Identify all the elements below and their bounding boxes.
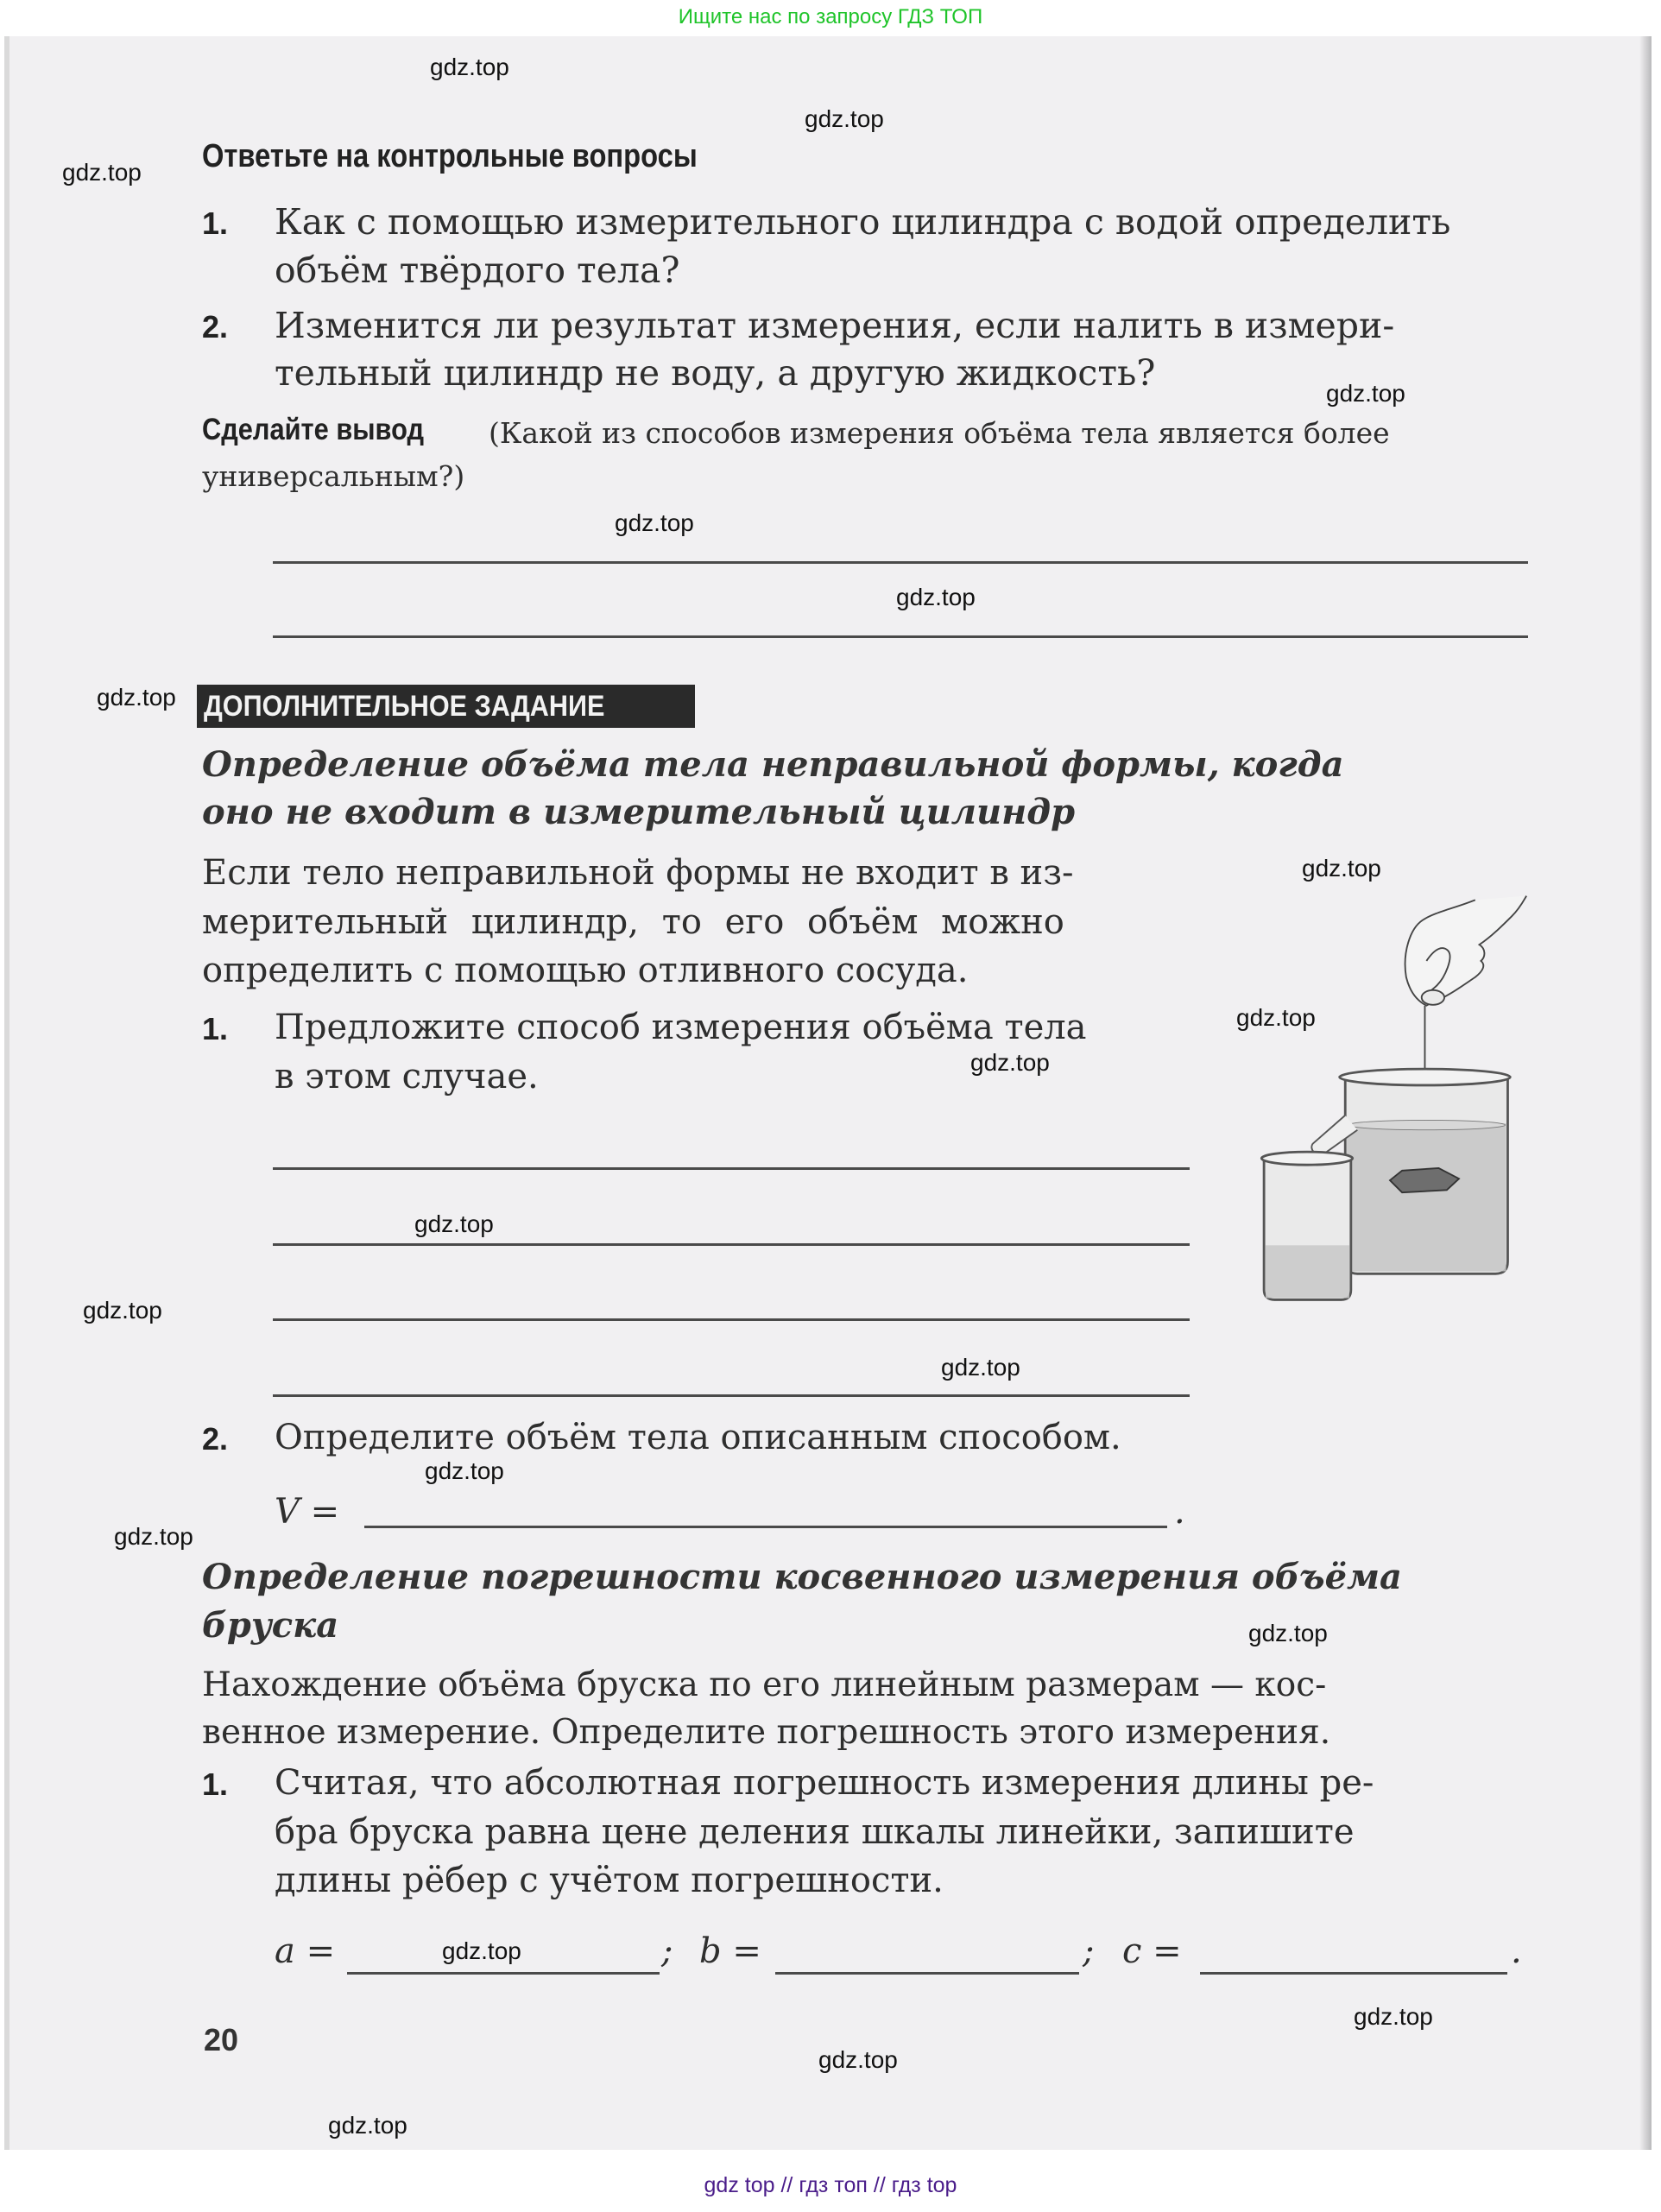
answer-line[interactable]	[273, 1394, 1190, 1397]
task-number: 1.	[202, 1011, 229, 1046]
watermark: gdz.top	[805, 105, 884, 132]
watermark: gdz.top	[941, 1354, 1020, 1381]
question-text: тельный цилиндр не воду, а другую жидкость?	[275, 352, 1156, 394]
answer-line[interactable]	[273, 635, 1528, 638]
watermark: gdz.top	[83, 1297, 162, 1324]
question-number: 2.	[202, 309, 229, 344]
edge-c-label: c =	[1122, 1931, 1182, 1971]
task-text: длины рёбер с учётом погрешности.	[275, 1861, 944, 1900]
answer-line[interactable]	[273, 1318, 1190, 1321]
task-text: Предложите способ измерения объёма тела	[275, 1008, 1087, 1047]
task-text: в этом случае.	[275, 1057, 539, 1097]
watermark: gdz.top	[1302, 855, 1381, 882]
watermark: gdz.top	[1354, 2003, 1433, 2030]
conclusion-prompt	[202, 413, 454, 447]
volume-label: V =	[275, 1492, 340, 1532]
question-text: Изменится ли результат измерения, если налить в измери-	[275, 305, 1395, 346]
edge-c-answer-line[interactable]	[1200, 1972, 1507, 1975]
separator: ;	[1083, 1931, 1095, 1971]
page-number: 20	[204, 2022, 239, 2057]
section-title: оно не входит в измерительный цилиндр	[202, 792, 1076, 832]
top-banner[interactable]: Ищите нас по запросу ГДЗ ТОП	[678, 5, 983, 28]
watermark: gdz.top	[818, 2046, 898, 2073]
task-number: 2.	[202, 1421, 229, 1457]
watermark: gdz.top	[97, 684, 176, 711]
watermark: gdz.top	[442, 1937, 521, 1964]
section-title: бруска	[202, 1605, 339, 1646]
watermark: gdz.top	[430, 54, 509, 80]
separator: ;	[661, 1931, 673, 1971]
footer-links[interactable]: gdz top // гдз топ // гдз top	[704, 2173, 957, 2197]
question-text: объём твёрдого тела?	[275, 250, 680, 291]
edge-b-label: b =	[699, 1931, 761, 1971]
watermark: gdz.top	[62, 159, 142, 186]
question-text: Как с помощью измерительного цилиндра с водой определить	[275, 201, 1451, 243]
watermark: gdz.top	[328, 2112, 407, 2139]
watermark: gdz.top	[970, 1049, 1050, 1076]
section-title: Определение объёма тела неправильной формы, когда	[202, 744, 1344, 785]
conclusion-label: Сделайте вывод	[202, 413, 425, 446]
watermark: gdz.top	[425, 1457, 504, 1484]
intro-text: венное измерение. Определите погрешность этого измерения.	[202, 1713, 1331, 1752]
watermark: gdz.top	[615, 509, 694, 536]
watermark: gdz.top	[1326, 380, 1405, 407]
overflow-vessel-illustration	[1226, 863, 1554, 1416]
answer-line[interactable]	[273, 561, 1528, 564]
additional-task-badge: ДОПОЛНИТЕЛЬНОЕ ЗАДАНИЕ	[197, 685, 695, 728]
conclusion-text: (Какой из способов измерения объёма тела является более	[489, 416, 1390, 450]
volume-answer-line[interactable]	[364, 1526, 1167, 1528]
task-text: Определите объём тела описанным способом.	[275, 1418, 1121, 1457]
edge-a-label: a =	[275, 1931, 336, 1971]
intro-text: Если тело неправильной формы не входит в из-	[202, 853, 1074, 893]
control-questions-heading: Ответьте на контрольные вопросы	[202, 138, 698, 174]
answer-line[interactable]	[273, 1243, 1190, 1246]
edge-end: .	[1511, 1931, 1522, 1971]
intro-text: мерительный цилиндр, то его объём можно	[202, 902, 1064, 942]
answer-line[interactable]	[273, 1167, 1190, 1170]
watermark: gdz.top	[414, 1210, 494, 1237]
edge-b-answer-line[interactable]	[775, 1972, 1079, 1975]
watermark: gdz.top	[114, 1523, 193, 1550]
page-edge-shadow	[1639, 36, 1652, 2150]
edge-a-answer-line[interactable]	[347, 1972, 660, 1975]
intro-text: Нахождение объёма бруска по его линейным размерам — кос-	[202, 1665, 1327, 1704]
task-text: бра бруска равна цене деления шкалы линейки, запишите	[275, 1812, 1355, 1852]
conclusion-text: универсальным?)	[202, 459, 465, 493]
watermark: gdz.top	[1248, 1620, 1328, 1646]
task-text: Считая, что абсолютная погрешность измерения длины ре-	[275, 1763, 1374, 1803]
watermark: gdz.top	[1236, 1004, 1316, 1031]
section-title: Определение погрешности косвенного измерения объёма	[202, 1557, 1402, 1597]
overflow-vessel-icon	[1226, 863, 1554, 1416]
task-number: 1.	[202, 1766, 229, 1802]
watermark: gdz.top	[896, 584, 976, 610]
intro-text: определить с помощью отливного сосуда.	[202, 951, 969, 990]
question-number: 1.	[202, 205, 229, 241]
volume-end: .	[1174, 1492, 1185, 1532]
